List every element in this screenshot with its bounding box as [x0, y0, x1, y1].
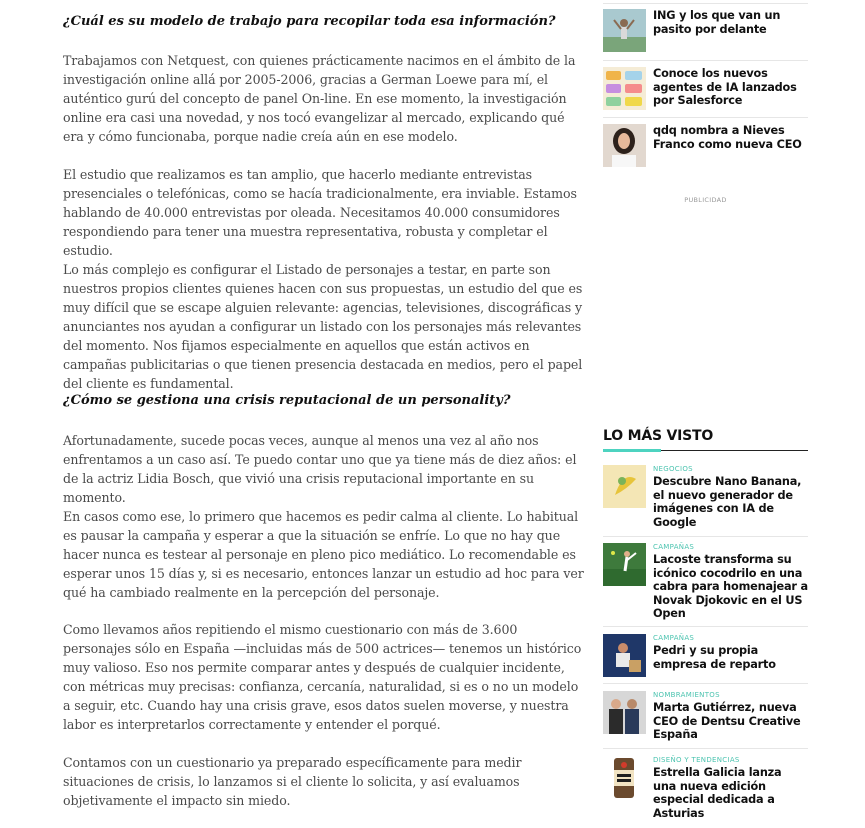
most-viewed-title[interactable]: Lacoste transforma su icónico cocodrilo en una cabra para homenajear a Novak Djokovic en el US Open — [653, 553, 808, 620]
article-thumbnail[interactable] — [603, 634, 646, 677]
article-thumbnail[interactable] — [603, 124, 646, 167]
most-viewed-title[interactable]: Marta Gutiérrez, nueva CEO de Dentsu Creative España — [653, 701, 801, 741]
divider — [603, 60, 808, 61]
article-thumbnail[interactable] — [603, 67, 646, 110]
paragraph: Trabajamos con Netquest, con quienes prácticamente nacimos en el ámbito de la investigación online allá por 2005-2006, gracias a German Loewe para mí, el auténtico gurú del concepto de panel On-line. En ese momento, la investigación online era casi una novedad, y nos tocó evangelizar al mercado, explicando qué era y cómo funcionaba, porque nadie creía aún en ese modelo. — [63, 53, 576, 144]
related-article-title[interactable]: Conoce los nuevos agentes de IA lanzados por Salesforce — [653, 67, 797, 107]
related-article-item[interactable] — [603, 67, 808, 117]
related-article-title[interactable]: qdq nombra a Nieves Franco como nueva CEO — [653, 124, 802, 151]
category-label[interactable]: CAMPAÑAS — [653, 634, 695, 642]
most-viewed-title[interactable]: Pedri y su propia empresa de reparto — [653, 644, 776, 671]
category-label[interactable]: CAMPAÑAS — [653, 543, 695, 551]
paragraph: El estudio que realizamos es tan amplio, que hacerlo mediante entrevistas presenciales o telefónicas, como se hacía tradicionalmente, era inviable. Estamos hablando de 40.000 entrevistas por oleada. Necesitamos 40.000 consumidores respondiendo para tener una muestra representativa, robusta y completar el estudio. — [63, 167, 577, 258]
article-thumbnail[interactable] — [603, 543, 646, 586]
article-thumbnail[interactable] — [603, 9, 646, 52]
heading-accent — [603, 449, 661, 452]
ad-label: PUBLICIDAD — [684, 196, 727, 204]
divider — [603, 748, 808, 749]
most-viewed-heading: LO MÁS VISTO — [603, 428, 714, 444]
most-viewed-title[interactable]: Estrella Galicia lanza una nueva edición especial dedicada a Asturias — [653, 766, 782, 820]
related-article-title[interactable]: ING y los que van un pasito por delante — [653, 9, 781, 36]
paragraph: Como llevamos años repitiendo el mismo cuestionario con más de 3.600 personajes sólo en España —incluidas más de 500 actrices— tenemos un histórico muy valioso. Eso nos permite comparar antes y después de cualquier incidente, con métricas muy precisas: confianza, cercanía, naturalidad, si es o no un modelo a seguir, etc. Cuando hay una crisis grave, esos datos suelen moverse, y nuestra labor es interpretarlos correctamente y entender el porqué. — [63, 622, 582, 732]
paragraph: Lo más complejo es configurar el Listado de personajes a testar, en parte son nuestros propios clientes quienes hacen con sus propuestas, un estudio del que es muy difícil que se escape alguien relevante: agencias, televisiones, discográficas y anunciantes nos ayudan a configurar un listado con los personajes más relevantes del momento. Nos fijamos especialmente en aquellos que están activos en campañas publicitarias o que tienen presencia destacada en medios, pero el papel del cliente es fundamental. — [63, 262, 583, 391]
paragraph: Afortunadamente, sucede pocas veces, aunque al menos una vez al año nos enfrentamos a un caso así. Te puedo contar uno que ya tiene más de diez años: el de la actriz Lidia Bosch, que vivió una crisis reputacional importante en su momento. — [63, 433, 577, 505]
most-viewed-title[interactable]: Descubre Nano Banana, el nuevo generador de imágenes con IA de Google — [653, 475, 802, 529]
category-label[interactable]: DISEÑO Y TENDENCIAS — [653, 756, 740, 764]
article-thumbnail[interactable] — [603, 756, 646, 799]
article-thumbnail[interactable] — [603, 691, 646, 734]
divider — [603, 536, 808, 537]
divider — [603, 683, 808, 684]
related-article-item[interactable] — [603, 9, 808, 59]
divider — [603, 626, 808, 627]
category-label[interactable]: NEGOCIOS — [653, 465, 693, 473]
category-label[interactable]: NOMBRAMIENTOS — [653, 691, 720, 699]
paragraph: Contamos con un cuestionario ya preparado específicamente para medir situaciones de crisis, lo lanzamos si el cliente lo solicita, y así evaluamos objetivamente el impacto sin miedo. — [63, 755, 522, 808]
paragraph: En casos como ese, lo primero que hacemos es pedir calma al cliente. Lo habitual es pausar la campaña y esperar a que la situación se enfríe. Lo que no hay que hacer nunca es testear al personaje en pleno pico mediático. Lo recomendable es esperar unos 15 días y, si es necesario, entonces lanzar un estudio ad hoc para ver qué ha cambiado realmente en la percepción del personaje. — [63, 509, 584, 600]
question-heading: ¿Cómo se gestiona una crisis reputacional de un personality? — [63, 393, 511, 408]
related-article-item[interactable] — [603, 124, 808, 174]
divider — [603, 3, 808, 4]
article-thumbnail[interactable] — [603, 465, 646, 508]
divider — [603, 117, 808, 118]
question-heading: ¿Cuál es su modelo de trabajo para recopilar toda esa información? — [63, 14, 556, 29]
